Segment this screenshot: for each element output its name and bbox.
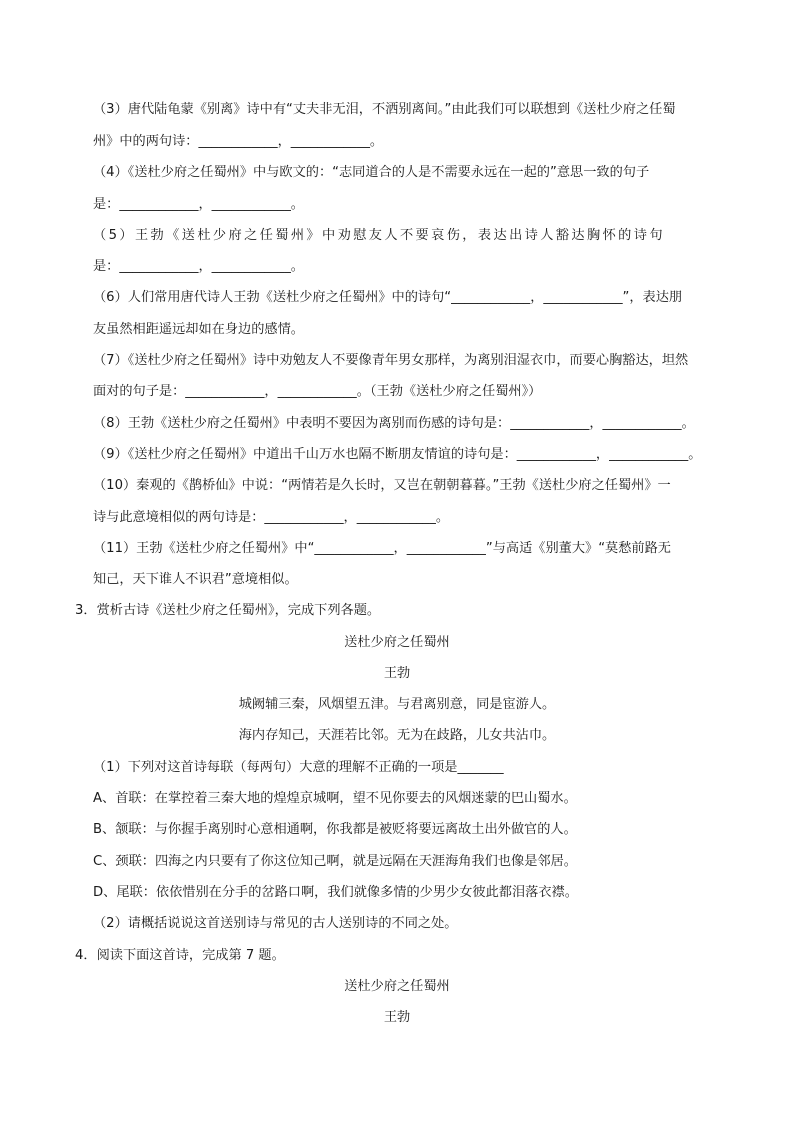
item-9-line-1: （9）《送杜少府之任蜀州》中道出千山万水也隔不断朋友情谊的诗句是：____________，____________。: [93, 447, 702, 462]
item-7-line-2: 面对的句子是：____________，____________。（王勃《送杜少府之任蜀州》）: [93, 384, 542, 399]
item-10-line-2: 诗与此意境相似的两句诗是：____________，____________。: [93, 510, 450, 525]
poem-title: 送杜少府之任蜀州: [344, 635, 450, 650]
item-6-line-2: 友虽然相距遥远却如在身边的感情。: [93, 322, 304, 337]
item-4-line-1: （4）《送杜少府之任蜀州》中与欧文的：“志同道合的人是不需要永远在一起的”意思一致的句子: [93, 165, 650, 180]
poem-line-1: 城阙辅三秦，风烟望五津。与君离别意，同是宦游人。: [238, 697, 556, 712]
item-3-line-1: （3）唐代陆龟蒙《别离》诗中有“丈夫非无泪，不洒别离间。”由此我们可以联想到《送杜少府之任蜀: [93, 102, 676, 117]
item-11-line-1: （11）王勃《送杜少府之任蜀州》中“____________，____________”与高适《别董大》“莫愁前路无: [93, 541, 671, 556]
item-7-line-1: （7）《送杜少府之任蜀州》诗中劝勉友人不要像青年男女那样，为离别泪湿衣巾，而要心胸豁达，坦然: [93, 353, 689, 368]
item-5-line-2: 是：____________，____________。: [93, 259, 304, 274]
option-b: B、颔联：与你握手离别时心意相通啊，你我都是被贬将要远离故土出外做官的人。: [93, 822, 577, 837]
poem-author: 王勃: [383, 666, 411, 681]
option-d: D、尾联：依依惜别在分手的岔路口啊，我们就像多情的少男少女彼此都泪落衣襟。: [93, 885, 578, 900]
question-4-heading: 4．阅读下面这首诗，完成第 7 题。: [75, 948, 285, 963]
poem-author-2: 王勃: [383, 1010, 411, 1025]
question-3-sub-1: （1）下列对这首诗每联（每两句）大意的理解不正确的一项是_______: [93, 760, 504, 775]
item-5-line-1: （5）王勃《送杜少府之任蜀州》中劝慰友人不要哀伤，表达出诗人豁达胸怀的诗句: [93, 228, 665, 243]
item-10-line-1: （10）秦观的《鹊桥仙》中说：“两情若是久长时，又岂在朝朝暮暮。”王勃《送杜少府之任蜀州》一: [93, 478, 671, 493]
poem-title-2: 送杜少府之任蜀州: [344, 979, 450, 994]
question-3-sub-2: （2）请概括说说这首送别诗与常见的古人送别诗的不同之处。: [93, 916, 458, 931]
item-4-line-2: 是：____________，____________。: [93, 197, 304, 212]
item-8-line-1: （8）王勃《送杜少府之任蜀州》中表明不要因为离别而伤感的诗句是：____________，____________。: [93, 416, 695, 431]
question-3-heading: 3．赏析古诗《送杜少府之任蜀州》，完成下列各题。: [75, 603, 381, 618]
option-a: A、首联：在掌控着三秦大地的煌煌京城啊，望不见你要去的风烟迷蒙的巴山蜀水。: [93, 791, 577, 806]
item-3-line-2: 州》中的两句诗：____________，____________。: [93, 134, 384, 149]
item-11-line-2: 知己，天下谁人不识君”意境相似。: [93, 572, 298, 587]
poem-line-2: 海内存知己，天涯若比邻。无为在歧路，儿女共沾巾。: [238, 728, 556, 743]
option-c: C、颈联：四海之内只要有了你这位知己啊，就是远隔在天涯海角我们也像是邻居。: [93, 854, 577, 869]
item-6-line-1: （6）人们常用唐代诗人王勃《送杜少府之任蜀州》中的诗句“____________，____________”，表达朋: [93, 290, 683, 305]
